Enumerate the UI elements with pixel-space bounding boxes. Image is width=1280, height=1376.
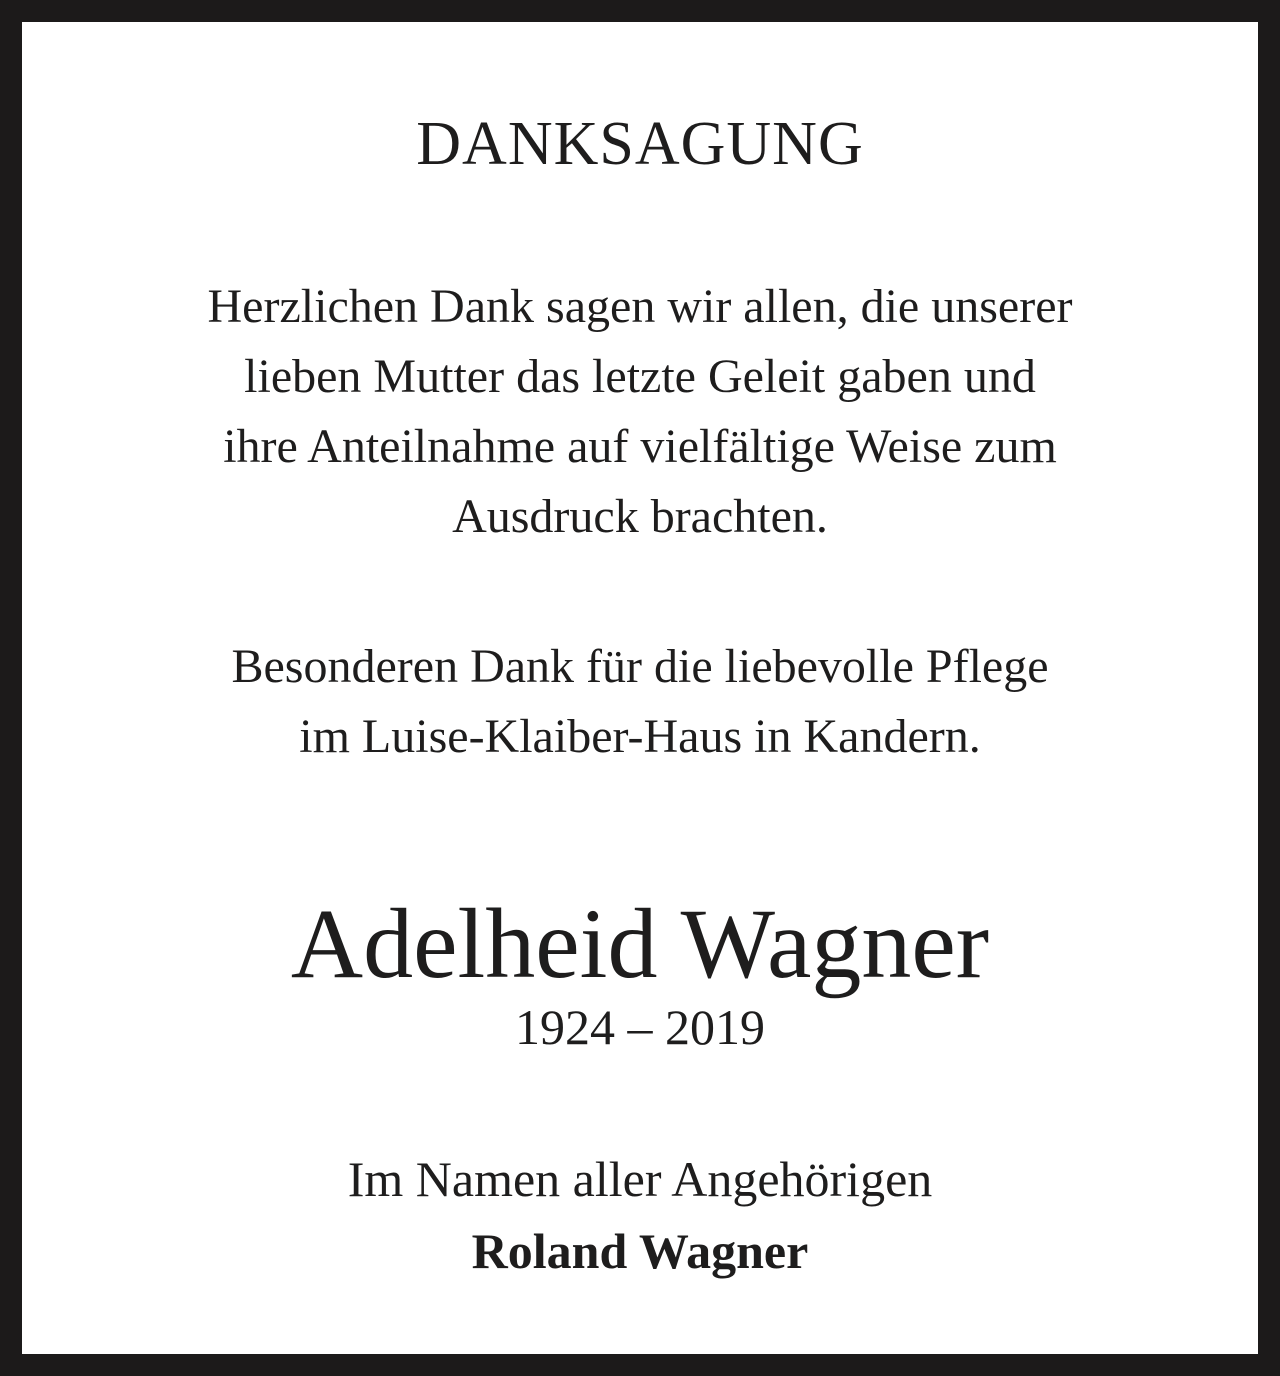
special-thanks-line: im Luise-Klaiber-Haus in Kandern. <box>299 710 981 763</box>
life-years: 1924 – 2019 <box>515 999 765 1055</box>
signoff-text: Im Namen aller Angehörigen <box>347 1151 933 1207</box>
deceased-name: Adelheid Wagner <box>290 888 990 999</box>
thanks-line: ihre Anteilnahme auf vielfältige Weise zum <box>223 420 1057 473</box>
thanks-line: lieben Mutter das letzte Geleit gaben und <box>244 350 1036 403</box>
signer-name: Roland Wagner <box>471 1223 809 1279</box>
thanks-paragraph <box>22 272 1258 552</box>
thanks-line: Herzlichen Dank sagen wir allen, die unserer <box>207 280 1073 333</box>
notice-heading: DANKSAGUNG <box>416 110 864 178</box>
thanks-line: Ausdruck brachten. <box>452 490 828 543</box>
notice-content <box>22 22 1258 1354</box>
special-thanks-line: Besonderen Dank für die liebevolle Pflege <box>231 640 1049 693</box>
special-thanks-paragraph <box>22 632 1258 772</box>
